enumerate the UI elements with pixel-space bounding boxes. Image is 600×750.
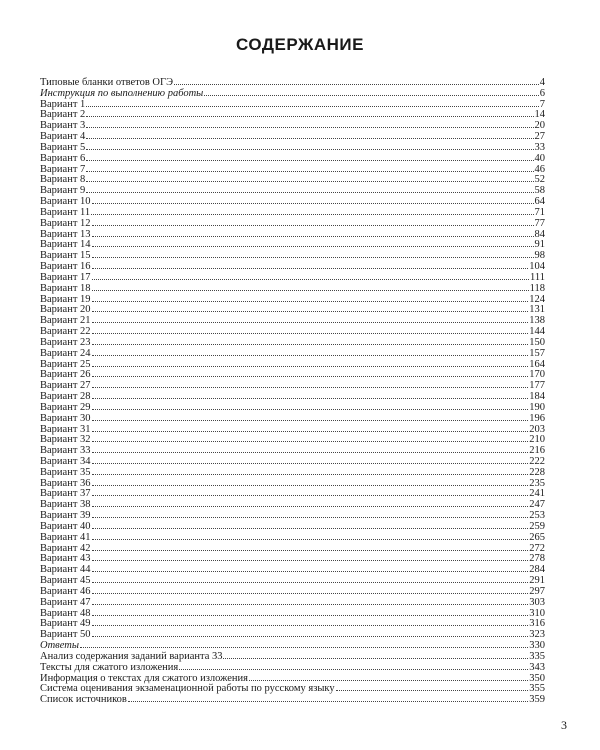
page-number: 3 (561, 718, 567, 732)
toc-entry-label: Информация о текстах для сжатого изложения (40, 672, 248, 684)
toc-dot-leader (92, 543, 529, 551)
toc-entry-page: 190 (529, 401, 545, 413)
toc-entry (40, 651, 545, 662)
toc-entry (40, 239, 545, 250)
toc-entry (40, 575, 545, 586)
toc-entry-page: 210 (529, 434, 545, 446)
toc-entry-page: 335 (529, 650, 545, 662)
toc-dot-leader (92, 564, 529, 572)
toc-entry (40, 174, 545, 185)
toc-entry-page: 52 (534, 174, 545, 186)
toc-entry-page: 111 (530, 271, 545, 283)
toc-entry-label: Вариант 50 (40, 629, 91, 641)
toc-entry-page: 272 (529, 542, 545, 554)
toc-dot-leader (249, 673, 528, 681)
toc-entry (40, 629, 545, 640)
toc-dot-leader (92, 337, 529, 345)
toc-entry (40, 120, 545, 131)
toc-entry-page: 98 (534, 250, 545, 262)
toc-entry-page: 77 (534, 217, 545, 229)
toc-entry-label: Вариант 43 (40, 553, 91, 565)
toc-entry-label: Вариант 8 (40, 174, 86, 186)
toc-dot-leader (92, 467, 529, 475)
toc-dot-leader (92, 196, 534, 204)
toc-dot-leader (92, 261, 529, 269)
toc-entry-label: Вариант 27 (40, 380, 91, 392)
toc-entry-page: 316 (529, 618, 545, 630)
toc-entry-label: Вариант 39 (40, 510, 91, 522)
toc-dot-leader (92, 424, 529, 432)
toc-entry-label: Вариант 24 (40, 347, 91, 359)
toc-entry-page: 343 (529, 661, 545, 673)
toc-entry-label: Вариант 26 (40, 369, 91, 381)
toc-entry (40, 521, 545, 532)
toc-entry (40, 445, 545, 456)
toc-entry (40, 348, 545, 359)
toc-entry-page: 144 (529, 326, 545, 338)
toc-entry (40, 207, 545, 218)
toc-entry (40, 467, 545, 478)
toc-entry-page: 203 (529, 423, 545, 435)
toc-entry (40, 673, 545, 684)
toc-dot-leader (92, 391, 529, 399)
toc-entry (40, 597, 545, 608)
toc-entry (40, 164, 545, 175)
toc-entry-label: Вариант 23 (40, 336, 91, 348)
toc-entry (40, 283, 545, 294)
toc-dot-leader (92, 618, 529, 626)
toc-dot-leader (92, 521, 529, 529)
toc-entry (40, 553, 545, 564)
toc-entry-label: Вариант 46 (40, 585, 91, 597)
toc-dot-leader (86, 174, 533, 182)
toc-dot-leader (92, 250, 534, 258)
toc-entry-label: Вариант 31 (40, 423, 91, 435)
toc-dot-leader (86, 153, 533, 161)
toc-entry-page: 6 (539, 87, 545, 99)
toc-entry-label: Вариант 32 (40, 434, 91, 446)
toc-dot-leader (92, 348, 529, 356)
toc-entry (40, 369, 545, 380)
toc-entry-label: Вариант 40 (40, 520, 91, 532)
toc-entry (40, 380, 545, 391)
toc-entry-label: Типовые бланки ответов ОГЭ (40, 77, 174, 88)
toc-entry (40, 261, 545, 272)
toc-dot-leader (174, 77, 539, 85)
toc-entry-label: Вариант 6 (40, 152, 86, 164)
toc-entry-label: Вариант 19 (40, 293, 91, 305)
toc-dot-leader (92, 315, 529, 323)
toc-entry (40, 478, 545, 489)
toc-entry-label: Вариант 33 (40, 445, 91, 457)
toc-entry-label: Вариант 11 (40, 206, 91, 218)
toc-dot-leader (86, 131, 533, 139)
toc-entry (40, 185, 545, 196)
toc-entry (40, 391, 545, 402)
toc-entry (40, 359, 545, 370)
toc-dot-leader (86, 109, 533, 117)
toc-dot-leader (204, 88, 538, 96)
toc-entry-label: Вариант 42 (40, 542, 91, 554)
toc-entry-label: Вариант 47 (40, 596, 91, 608)
table-of-contents (40, 77, 545, 705)
toc-entry-page: 228 (529, 466, 545, 478)
toc-entry-label: Вариант 37 (40, 488, 91, 500)
toc-dot-leader (91, 207, 533, 215)
toc-entry-page: 91 (534, 239, 545, 251)
toc-entry (40, 304, 545, 315)
toc-entry-label: Вариант 34 (40, 455, 91, 467)
toc-entry-page: 259 (529, 520, 545, 532)
toc-entry-page: 58 (534, 185, 545, 197)
toc-entry-page: 216 (529, 445, 545, 457)
toc-entry-page: 310 (529, 607, 545, 619)
toc-entry-page: 157 (529, 347, 545, 359)
toc-dot-leader (92, 326, 529, 334)
toc-entry (40, 618, 545, 629)
toc-dot-leader (86, 120, 533, 128)
toc-dot-leader (86, 99, 538, 107)
toc-entry-label: Вариант 20 (40, 304, 91, 316)
toc-entry-label: Вариант 17 (40, 271, 91, 283)
toc-dot-leader (128, 694, 528, 702)
toc-entry-page: 170 (529, 369, 545, 381)
toc-entry (40, 413, 545, 424)
toc-dot-leader (80, 640, 528, 648)
toc-entry-page: 46 (534, 163, 545, 175)
toc-entry-page: 33 (534, 141, 545, 153)
toc-dot-leader (92, 272, 529, 280)
toc-entry-label: Вариант 5 (40, 141, 86, 153)
toc-dot-leader (92, 456, 529, 464)
toc-dot-leader (92, 380, 529, 388)
toc-dot-leader (92, 445, 529, 453)
toc-entry-label: Инструкция по выполнению работы (40, 87, 204, 99)
toc-entry (40, 77, 545, 88)
toc-entry (40, 456, 545, 467)
toc-entry-label: Вариант 15 (40, 250, 91, 262)
toc-entry-page: 247 (529, 499, 545, 511)
toc-entry (40, 694, 545, 705)
toc-entry (40, 326, 545, 337)
toc-entry-label: Тексты для сжатого изложения (40, 661, 179, 673)
toc-entry-label: Вариант 48 (40, 607, 91, 619)
toc-entry-label: Вариант 28 (40, 391, 91, 403)
toc-dot-leader (92, 359, 529, 367)
toc-entry (40, 109, 545, 120)
toc-entry-label: Вариант 3 (40, 120, 86, 132)
toc-entry (40, 402, 545, 413)
toc-dot-leader (223, 651, 528, 659)
toc-entry-page: 278 (529, 553, 545, 565)
toc-entry (40, 218, 545, 229)
toc-entry-label: Вариант 21 (40, 315, 91, 327)
toc-entry (40, 131, 545, 142)
toc-entry-page: 241 (529, 488, 545, 500)
toc-entry (40, 543, 545, 554)
toc-entry (40, 662, 545, 673)
toc-entry-page: 253 (529, 510, 545, 522)
toc-entry-page: 330 (529, 640, 545, 652)
toc-entry (40, 315, 545, 326)
toc-entry-page: 297 (529, 585, 545, 597)
toc-dot-leader (92, 283, 529, 291)
page-title: СОДЕРЖАНИЕ (236, 35, 364, 54)
toc-entry-page: 7 (539, 98, 545, 110)
toc-entry (40, 510, 545, 521)
toc-entry-page: 27 (534, 131, 545, 143)
toc-entry-page: 355 (529, 683, 545, 695)
toc-entry-page: 177 (529, 380, 545, 392)
toc-dot-leader (92, 586, 529, 594)
toc-dot-leader (92, 499, 529, 507)
toc-entry-label: Ответы (40, 640, 79, 652)
toc-entry-label: Вариант 36 (40, 477, 91, 489)
toc-entry-page: 284 (529, 564, 545, 576)
toc-entry (40, 153, 545, 164)
toc-entry-label: Вариант 12 (40, 217, 91, 229)
toc-entry-page: 350 (529, 672, 545, 684)
toc-entry (40, 640, 545, 651)
toc-entry-page: 359 (529, 694, 545, 706)
toc-entry (40, 564, 545, 575)
toc-entry-page: 14 (534, 109, 545, 121)
toc-entry-page: 164 (529, 358, 545, 370)
toc-entry-label: Вариант 30 (40, 412, 91, 424)
toc-dot-leader (92, 478, 529, 486)
toc-entry-label: Вариант 41 (40, 531, 91, 543)
toc-entry-page: 196 (529, 412, 545, 424)
toc-dot-leader (92, 294, 529, 302)
toc-dot-leader (86, 164, 533, 172)
toc-entry (40, 99, 545, 110)
toc-entry-label: Система оценивания экзаменационной работы по русскому языку (40, 683, 335, 695)
toc-entry (40, 488, 545, 499)
toc-entry-page: 184 (529, 391, 545, 403)
toc-entry-label: Вариант 35 (40, 466, 91, 478)
toc-entry-label: Вариант 44 (40, 564, 91, 576)
toc-entry-page: 138 (529, 315, 545, 327)
toc-entry (40, 586, 545, 597)
toc-dot-leader (92, 488, 529, 496)
toc-dot-leader (92, 434, 529, 442)
toc-entry-label: Список источников (40, 694, 127, 706)
toc-entry-page: 71 (534, 206, 545, 218)
toc-entry-page: 131 (529, 304, 545, 316)
toc-entry-label: Вариант 2 (40, 109, 86, 121)
toc-entry-page: 64 (534, 196, 545, 208)
toc-dot-leader (179, 662, 528, 670)
toc-entry-label: Вариант 14 (40, 239, 91, 251)
toc-dot-leader (92, 575, 529, 583)
toc-entry-page: 235 (529, 477, 545, 489)
toc-entry (40, 499, 545, 510)
toc-entry (40, 683, 545, 694)
toc-entry-page: 40 (534, 152, 545, 164)
toc-dot-leader (92, 218, 534, 226)
toc-dot-leader (92, 229, 534, 237)
toc-entry-page: 265 (529, 531, 545, 543)
toc-entry-label: Вариант 18 (40, 282, 91, 294)
toc-dot-leader (86, 142, 533, 150)
toc-entry-page: 222 (529, 455, 545, 467)
toc-dot-leader (92, 239, 534, 247)
toc-dot-leader (86, 185, 533, 193)
toc-entry (40, 294, 545, 305)
toc-dot-leader (92, 597, 529, 605)
toc-entry (40, 434, 545, 445)
toc-entry (40, 608, 545, 619)
toc-entry (40, 337, 545, 348)
toc-dot-leader (92, 510, 529, 518)
toc-dot-leader (92, 629, 529, 637)
toc-entry-page: 303 (529, 596, 545, 608)
toc-dot-leader (92, 304, 529, 312)
toc-entry (40, 424, 545, 435)
toc-dot-leader (92, 532, 529, 540)
toc-entry-label: Вариант 45 (40, 575, 91, 587)
toc-dot-leader (92, 608, 529, 616)
toc-entry-label: Вариант 22 (40, 326, 91, 338)
toc-dot-leader (92, 553, 529, 561)
toc-entry-page: 291 (529, 575, 545, 587)
toc-entry-label: Вариант 9 (40, 185, 86, 197)
toc-entry (40, 272, 545, 283)
toc-entry-page: 124 (529, 293, 545, 305)
toc-entry-page: 104 (529, 261, 545, 273)
toc-entry-label: Вариант 29 (40, 401, 91, 413)
toc-entry-label: Вариант 10 (40, 196, 91, 208)
toc-entry-page: 84 (534, 228, 545, 240)
toc-entry-label: Вариант 25 (40, 358, 91, 370)
toc-entry-page: 150 (529, 336, 545, 348)
toc-entry-page: 118 (529, 282, 545, 294)
toc-entry (40, 196, 545, 207)
toc-entry-label: Вариант 4 (40, 131, 86, 143)
toc-entry-label: Вариант 49 (40, 618, 91, 630)
toc-dot-leader (92, 369, 529, 377)
toc-entry-label: Анализ содержания заданий варианта 33 (40, 650, 223, 662)
toc-entry-label: Вариант 38 (40, 499, 91, 511)
toc-dot-leader (92, 402, 529, 410)
toc-entry (40, 250, 545, 261)
toc-dot-leader (336, 683, 529, 691)
toc-entry (40, 142, 545, 153)
toc-entry (40, 88, 545, 99)
toc-entry-label: Вариант 7 (40, 163, 86, 175)
toc-entry-label: Вариант 13 (40, 228, 91, 240)
toc-entry (40, 532, 545, 543)
toc-entry (40, 229, 545, 240)
toc-entry-label: Вариант 1 (40, 98, 86, 110)
toc-entry-label: Вариант 16 (40, 261, 91, 273)
toc-entry-page: 323 (529, 629, 545, 641)
toc-entry-page: 20 (534, 120, 545, 132)
toc-dot-leader (92, 413, 529, 421)
toc-entry-page: 4 (539, 77, 545, 88)
